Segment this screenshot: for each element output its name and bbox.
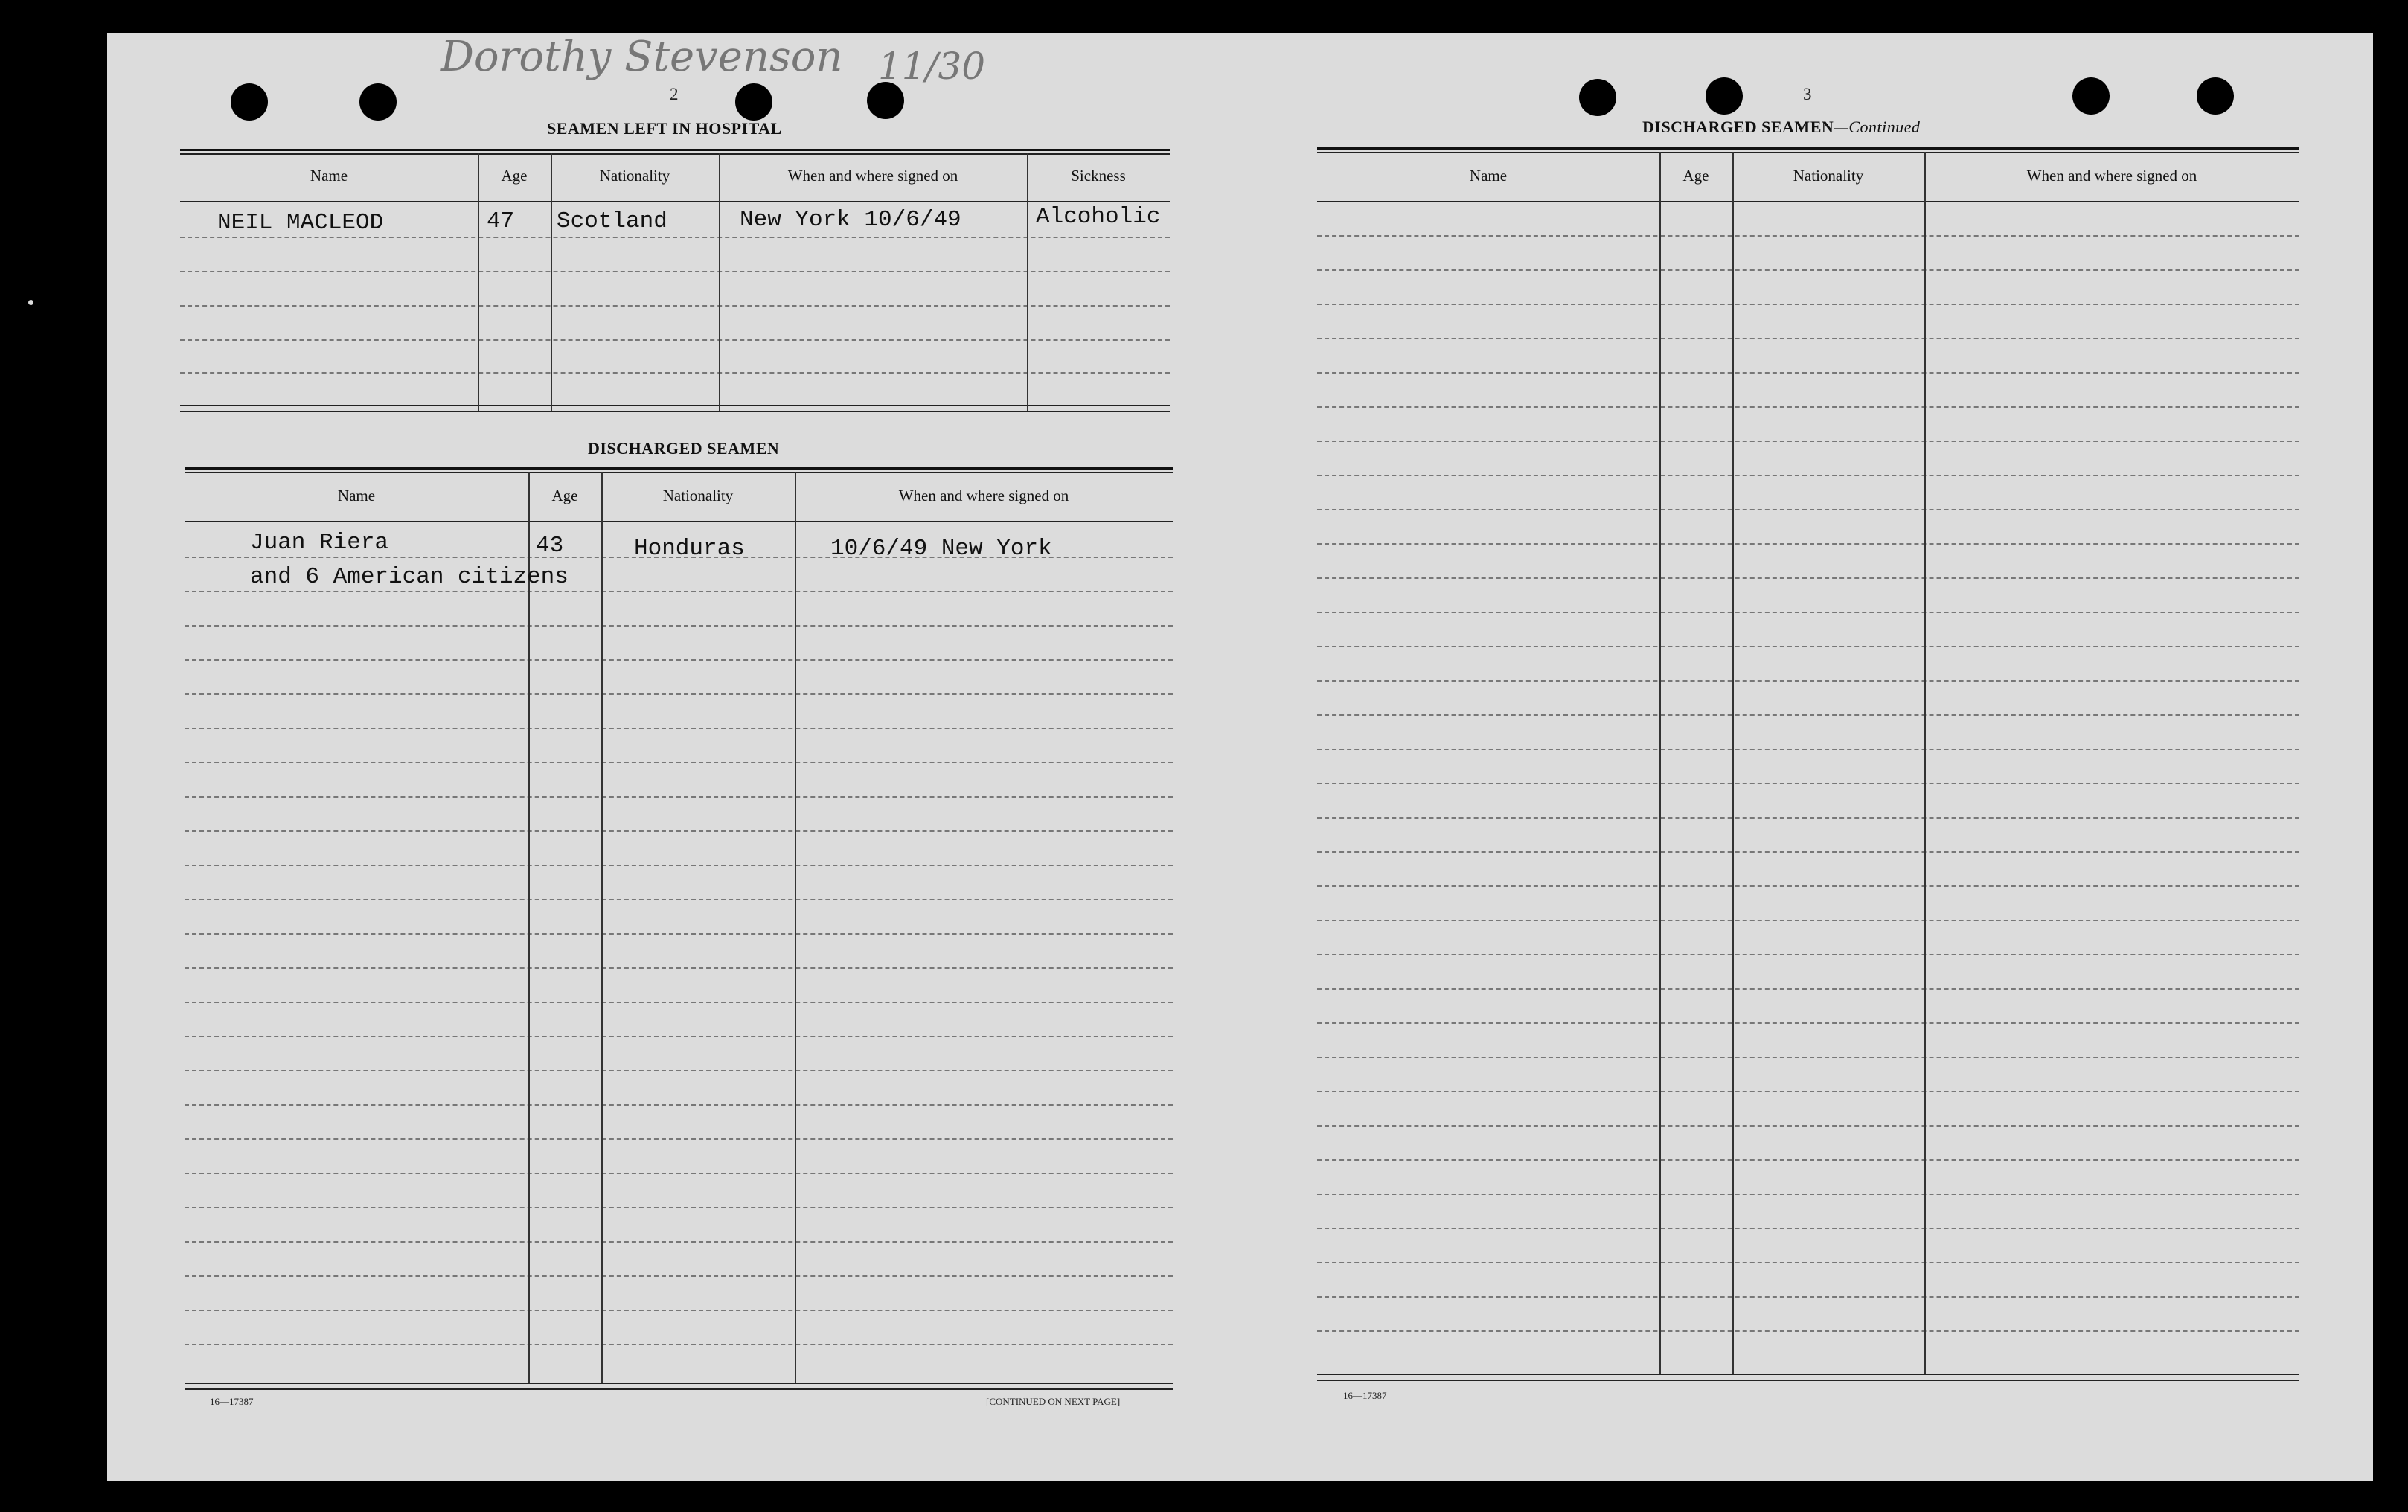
page-number-left: 2 — [670, 85, 679, 103]
col-header-nationality: Nationality — [1793, 167, 1864, 185]
discharged-table — [185, 467, 1173, 1391]
page-number-right: 3 — [1803, 85, 1812, 103]
punch-hole — [2197, 77, 2234, 115]
discharged-entry-name: Juan Riera — [250, 530, 389, 556]
handwritten-name: Dorothy Stevenson — [441, 33, 843, 81]
discharged-continued-table — [1317, 147, 2299, 1383]
hospital-entry-nationality: Scotland — [557, 208, 667, 234]
hospital-table — [180, 149, 1170, 417]
col-header-name: Name — [337, 487, 376, 504]
dust-speck — [28, 300, 33, 305]
punch-hole — [735, 83, 772, 121]
col-header-signed-on: When and where signed on — [787, 167, 958, 185]
col-header-age: Age — [501, 167, 528, 185]
col-header-sickness: Sickness — [1071, 167, 1126, 185]
discharged-entry-nationality: Honduras — [634, 536, 745, 562]
discharged-entry-signed-on: 10/6/49 New York — [830, 536, 1052, 562]
col-header-signed-on: When and where signed on — [898, 487, 1069, 504]
col-header-name: Name — [1469, 167, 1508, 185]
discharged-section-title: DISCHARGED SEAMEN — [588, 439, 780, 458]
title-main: DISCHARGED SEAMEN — [1642, 118, 1834, 136]
discharged-entry-age: 43 — [536, 533, 564, 559]
col-header-nationality: Nationality — [599, 167, 670, 185]
handwritten-date: 11/30 — [878, 45, 986, 88]
punch-hole — [1706, 77, 1743, 115]
col-header-age: Age — [1682, 167, 1709, 185]
col-header-name: Name — [310, 167, 348, 185]
discharged-note: and 6 American citizens — [250, 564, 569, 590]
discharged-continued-title — [1642, 118, 1921, 137]
punch-hole — [231, 83, 268, 121]
punch-hole — [1579, 79, 1616, 116]
title-suffix: —Continued — [1834, 118, 1921, 136]
hospital-section-title: SEAMEN LEFT IN HOSPITAL — [547, 119, 782, 138]
hospital-entry-signed-on: New York 10/6/49 — [740, 207, 961, 233]
hospital-entry-age: 47 — [487, 208, 515, 234]
col-header-signed-on: When and where signed on — [2026, 167, 2197, 185]
form-number-left: 16—17387 — [210, 1396, 254, 1407]
hospital-entry-name: NEIL MACLEOD — [217, 210, 384, 236]
col-header-age: Age — [551, 487, 578, 504]
punch-hole — [2072, 77, 2110, 115]
punch-hole — [359, 83, 397, 121]
continued-note: [CONTINUED ON NEXT PAGE] — [986, 1396, 1121, 1407]
hospital-entry-sickness: Alcoholic — [1036, 204, 1161, 230]
form-number-right: 16—17387 — [1343, 1390, 1387, 1401]
col-header-nationality: Nationality — [662, 487, 734, 504]
